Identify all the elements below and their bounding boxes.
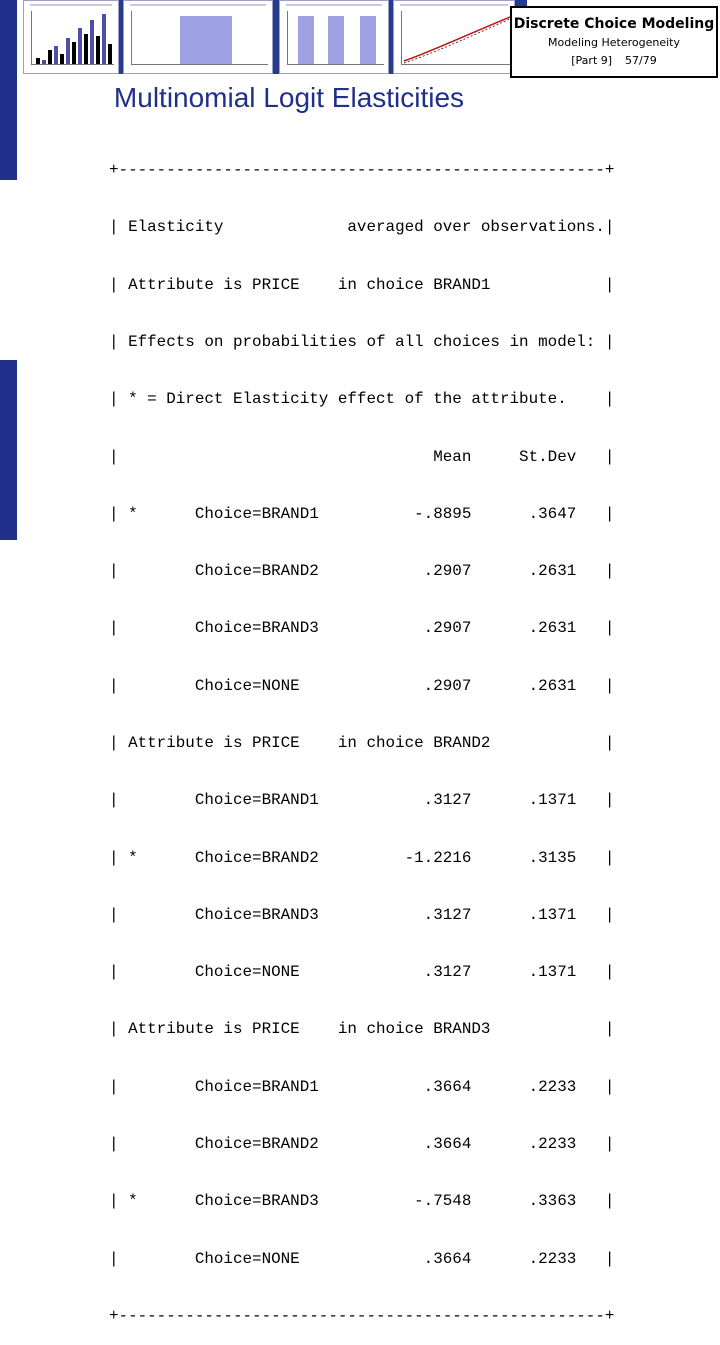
sidebar-block-middle: [0, 180, 17, 360]
table-row: | Choice=NONE .2907 .2631 |: [109, 676, 615, 695]
table-row: | * Choice=BRAND2 -1.2216 .3135 |: [109, 848, 615, 867]
table-row: | * = Direct Elasticity effect of the attribute. |: [109, 390, 615, 409]
table-row: | Attribute is PRICE in choice BRAND3 |: [109, 1020, 615, 1039]
table-row: | Elasticity averaged over observations.|: [109, 218, 615, 237]
table-row: | * Choice=BRAND1 -.8895 .3647 |: [109, 504, 615, 523]
table-row: | Choice=BRAND3 .3127 .1371 |: [109, 905, 615, 924]
elasticity-output-table: [109, 123, 614, 1345]
table-row: | Choice=BRAND2 .3664 .2233 |: [109, 1134, 615, 1153]
table-row: | Choice=BRAND3 .2907 .2631 |: [109, 619, 615, 638]
table-border-top: +---------------------------------------------------+: [109, 161, 615, 180]
page-indicator: [512, 54, 716, 67]
table-row: | Attribute is PRICE in choice BRAND2 |: [109, 734, 615, 752]
header-title-box: [510, 6, 718, 78]
table-row: | Choice=BRAND1 .3664 .2233 |: [109, 1077, 615, 1096]
part-label: [Part 9]: [571, 54, 613, 67]
table-row: | Choice=BRAND1 .3127 .1371 |: [109, 791, 615, 810]
section-title: Modeling Heterogeneity: [547, 36, 681, 49]
sidebar-block-bottom: [0, 360, 17, 540]
table-border-bottom: +---------------------------------------------------+: [109, 1306, 615, 1325]
table-row: | Attribute is PRICE in choice BRAND1 |: [109, 275, 615, 294]
table-header-row: | Mean St.Dev |: [109, 447, 615, 466]
thumbnail-histogram: [23, 0, 119, 74]
table-row: | Choice=BRAND2 .2907 .2631 |: [109, 562, 615, 581]
table-row: | Effects on probabilities of all choices in model: |: [109, 333, 615, 352]
thumbnail-bar-chart: [123, 0, 273, 74]
table-row: | * Choice=BRAND3 -.7548 .3363 |: [109, 1192, 615, 1211]
table-row: | Choice=NONE .3127 .1371 |: [109, 963, 615, 982]
course-title: Discrete Choice Modeling: [513, 16, 715, 32]
thumbnail-line-plot: [393, 0, 515, 74]
table-row: | Choice=NONE .3664 .2233 |: [109, 1249, 615, 1268]
page-number: 57/79: [625, 54, 657, 67]
line-plot-curve: [402, 11, 512, 67]
thumbnail-column-chart: [279, 0, 389, 74]
slide-title: Multinomial Logit Elasticities: [113, 82, 465, 113]
